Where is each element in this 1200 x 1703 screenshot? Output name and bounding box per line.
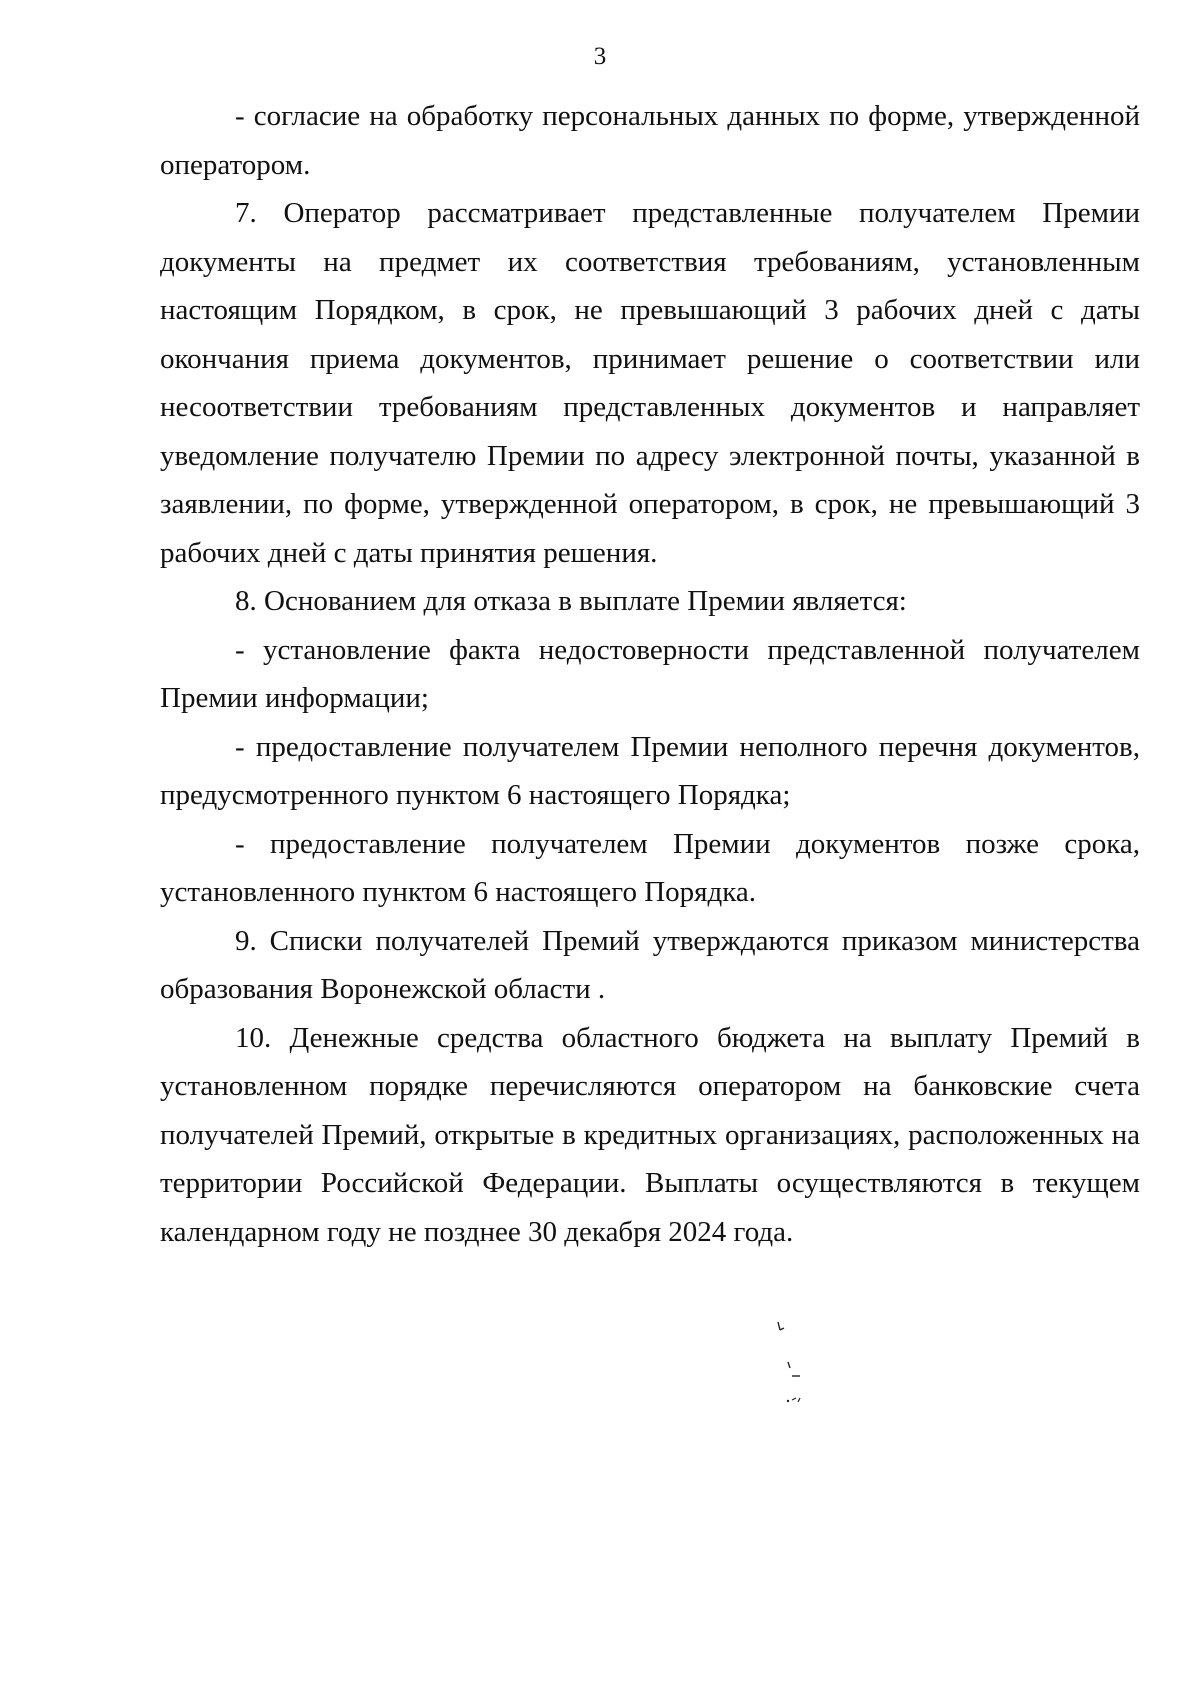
paragraph-refusal-late-docs: - предоставление получателем Премии документов позже срока, установленного пунктом 6 настоящего Порядка. [160, 827, 1140, 908]
paragraph-9-recipient-lists: 9. Списки получателей Премий утверждаются приказом министерства образования Воронежской области . [160, 924, 1140, 1005]
page-number: 3 [593, 43, 607, 70]
paragraph-consent-item: - согласие на обработку персональных данных по форме, утвержденной оператором. [160, 100, 1140, 181]
paragraph-8-refusal-grounds: 8. Основанием для отказа в выплате Премии является: [235, 585, 907, 617]
paragraph-refusal-incomplete-docs: - предоставление получателем Премии неполного перечня документов, предусмотренного пунктом 6 настоящего Порядка; [160, 730, 1140, 811]
document-body [160, 92, 1140, 1256]
scan-artifact-marks [770, 1318, 830, 1418]
paragraph-7-review: 7. Оператор рассматривает представленные получателем Премии документы на предмет их соответствия требованиям, установленным настоящим Порядком, в срок, не превышающий 3 рабочих дней с даты окончания приема документов, принимает решение о соответствии или несоответствии требованиям представленных документов и направляет уведомление получателю Премии по адресу электронной почты, указанной в заявлении, по форме, утвержденной оператором, в срок, не превышающий 3 рабочих дней с даты принятия решения. [160, 197, 1140, 569]
paragraph-10-payments: 10. Денежные средства областного бюджета на выплату Премий в установленном порядке перечисляются оператором на банковские счета получателей Премий, открытые в кредитных организациях, расположенных на территории Российской Федерации. Выплаты осуществляются в текущем календарном году не позднее 30 декабря 2024 года. [160, 1021, 1140, 1248]
paragraph-refusal-false-info: - установление факта недостоверности представленной получателем Премии информации; [160, 633, 1140, 714]
